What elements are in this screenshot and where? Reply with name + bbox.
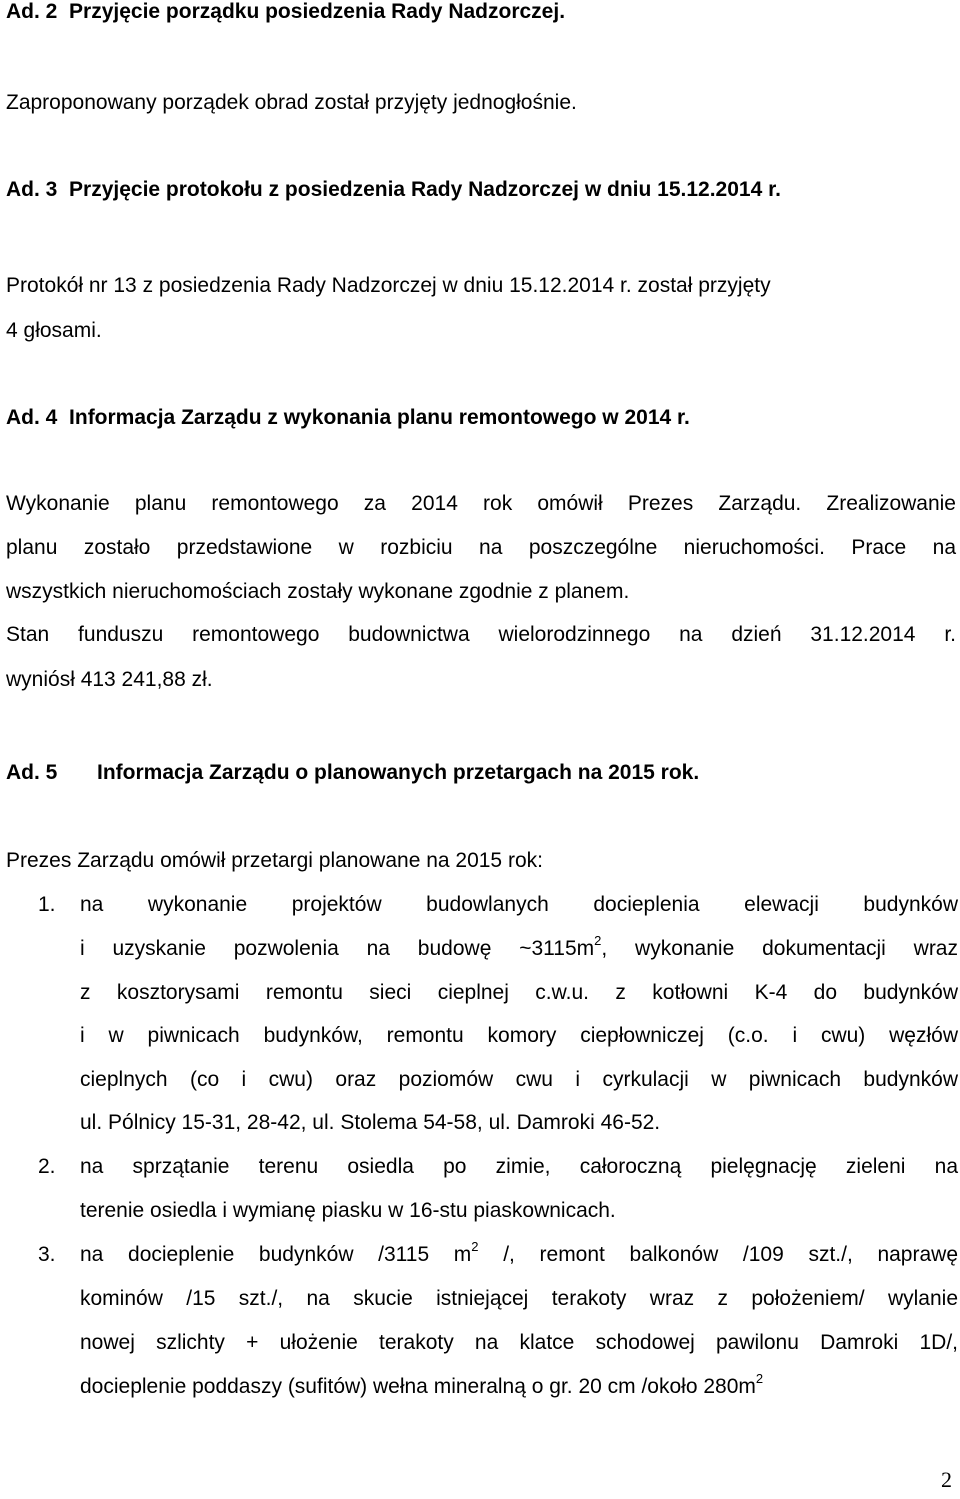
ad2-body: Zaproponowany porządek obrad został przyjęty jednogłośnie. (6, 91, 577, 114)
ad4-body-line-3: wszystkich nieruchomościach zostały wykonane zgodnie z planem. (6, 580, 630, 603)
ad4-heading-title: Informacja Zarządu z wykonania planu remontowego w 2014 r. (69, 406, 690, 429)
ad2-heading-prefix: Ad. (6, 0, 40, 23)
list-item-1-line-5: cieplnych (co i cwu) oraz poziomów cwu i cyrkulacji w piwnicach budynków (80, 1068, 958, 1091)
ad5-intro: Prezes Zarządu omówił przetargi planowane na 2015 rok: (6, 849, 543, 872)
list-item-number: 1. (38, 893, 56, 916)
ad4-body-line-5: wyniósł 413 241,88 zł. (6, 668, 213, 691)
list-item-3-line-2: kominów /15 szt./, na skucie istniejącej terakoty wraz z położeniem/ wylanie (80, 1287, 958, 1310)
list-item-1-line-6: ul. Pólnicy 15-31, 28-42, ul. Stolema 54-58, ul. Damroki 46-52. (80, 1111, 661, 1134)
ad5-heading-prefix: Ad. (6, 761, 40, 784)
ad5-heading-title: Informacja Zarządu o planowanych przetargach na 2015 rok. (97, 761, 700, 784)
ad4-heading (6, 404, 690, 432)
page-number: 2 (941, 1467, 952, 1492)
ad4-body-line-2: planu zostało przedstawione w rozbiciu na poszczególne nieruchomości. Prace na (6, 536, 956, 559)
ad2-heading (6, 0, 565, 26)
list-item-number: 3. (38, 1243, 56, 1266)
ad2-heading-title: Przyjęcie porządku posiedzenia Rady Nadzorczej. (69, 0, 566, 23)
list-item-1-line-4: i w piwnicach budynków, remontu komory ciepłowniczej (c.o. i cwu) węzłów (80, 1024, 958, 1047)
list-item-2-line-1: na sprzątanie terenu osiedla po zimie, całoroczną pielęgnację zieleni na (80, 1155, 958, 1178)
list-item-1-line-1: na wykonanie projektów budowlanych docieplenia elewacji budynków (80, 893, 958, 916)
list-item-3-line-3: nowej szlichty + ułożenie terakoty na klatce schodowej pawilonu Damroki 1D/, (80, 1331, 958, 1354)
ad3-heading-title: Przyjęcie protokołu z posiedzenia Rady Nadzorczej w dniu 15.12.2014 r. (69, 178, 781, 201)
ad3-body-line-2: 4 głosami. (6, 319, 102, 342)
list-item-1-line-3: z kosztorysami remontu sieci cieplnej c.w.u. z kotłowni K-4 do budynków (80, 981, 958, 1004)
ad3-body-line-1: Protokół nr 13 z posiedzenia Rady Nadzorczej w dniu 15.12.2014 r. został przyjęty (6, 274, 771, 297)
ad4-heading-prefix: Ad. (6, 406, 40, 429)
ad3-heading-prefix: Ad. (6, 178, 40, 201)
list-item-number: 2. (38, 1155, 56, 1178)
ad4-body-line-1: Wykonanie planu remontowego za 2014 rok omówił Prezes Zarządu. Zrealizowanie (6, 492, 956, 515)
ad4-heading-num: 4 (45, 406, 58, 429)
ad5-heading (6, 759, 699, 787)
list-item-1-line-2: i uzyskanie pozwolenia na budowę $\sim 3115m^2$, wykonanie dokumentacji wraz (80, 933, 958, 960)
list-item-3-line-4: docieplenie poddaszy (sufitów) wełna mineralną o gr. 20 cm /około $280m^2$ (80, 1371, 764, 1398)
list-item-3-line-1: na docieplenie budynków /3115 $m^2$ /, remont balkonów /109 szt./, naprawę (80, 1239, 958, 1266)
ad3-heading-num: 3 (45, 178, 58, 201)
ad5-heading-num: 5 (45, 761, 58, 784)
ad4-body-line-4: Stan funduszu remontowego budownictwa wielorodzinnego na dzień 31.12.2014 r. (6, 623, 956, 646)
ad3-heading (6, 176, 781, 204)
list-item-2-line-2: terenie osiedla i wymianę piasku w 16-stu piaskownicach. (80, 1199, 616, 1222)
ad2-heading-num: 2 (45, 0, 58, 23)
